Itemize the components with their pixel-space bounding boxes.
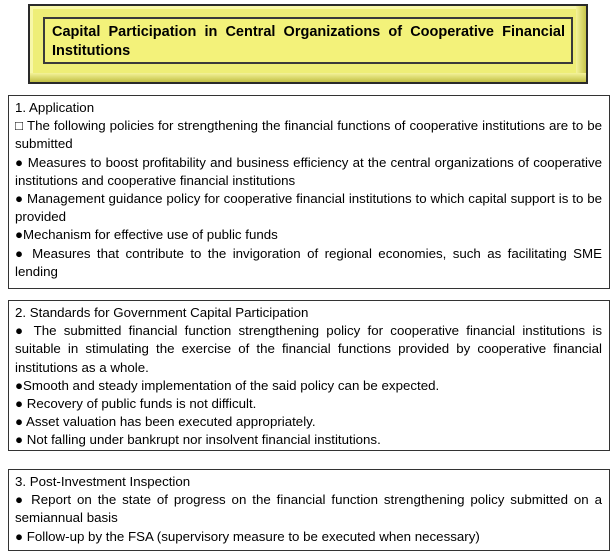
banner-bevel-bottom <box>30 73 586 82</box>
list-item: ●Mechanism for effective use of public funds <box>15 227 278 243</box>
page-title: Capital Participation in Central Organizations of Cooperative Financial Institutions <box>43 17 573 64</box>
title-banner <box>28 4 588 84</box>
section-post-investment <box>8 469 610 551</box>
section-heading: 3. Post-Investment Inspection <box>15 474 191 489</box>
list-item: ● Report on the state of progress on the financial function strengthening policy submitted on a semiannual basis <box>15 492 602 526</box>
list-item: ● Asset valuation has been executed appropriately. <box>15 414 316 430</box>
list-item: ● Measures to boost profitability and business efficiency at the central organizations of cooperative institutions and cooperative financial institutions <box>15 154 602 188</box>
list-item: ● Not falling under bankrupt nor insolvent financial institutions. <box>15 432 381 448</box>
list-item: ● Measures that contribute to the invigoration of regional economies, such as facilitating SME lending <box>15 245 602 279</box>
list-item: ● Recovery of public funds is not difficult. <box>15 396 257 412</box>
list-item: □ The following policies for strengthening the financial functions of cooperative institutions are to be submitted <box>15 118 602 152</box>
banner-bevel-right <box>576 6 586 82</box>
section-heading: 1. Application <box>15 100 95 115</box>
list-item: ● Management guidance policy for cooperative financial institutions to which capital support is to be provided <box>15 191 602 225</box>
section-standards <box>8 300 610 451</box>
section-heading: 2. Standards for Government Capital Participation <box>15 305 309 320</box>
list-item: ●Smooth and steady implementation of the said policy can be expected. <box>15 377 440 393</box>
list-item: ● The submitted financial function strengthening policy for cooperative financial institutions is suitable in stimulating the exercise of the financial functions provided by cooperative financial institutions as a whole. <box>15 323 602 375</box>
section-application <box>8 95 610 289</box>
list-item: ● Follow-up by the FSA (supervisory measure to be executed when necessary) <box>15 528 480 544</box>
